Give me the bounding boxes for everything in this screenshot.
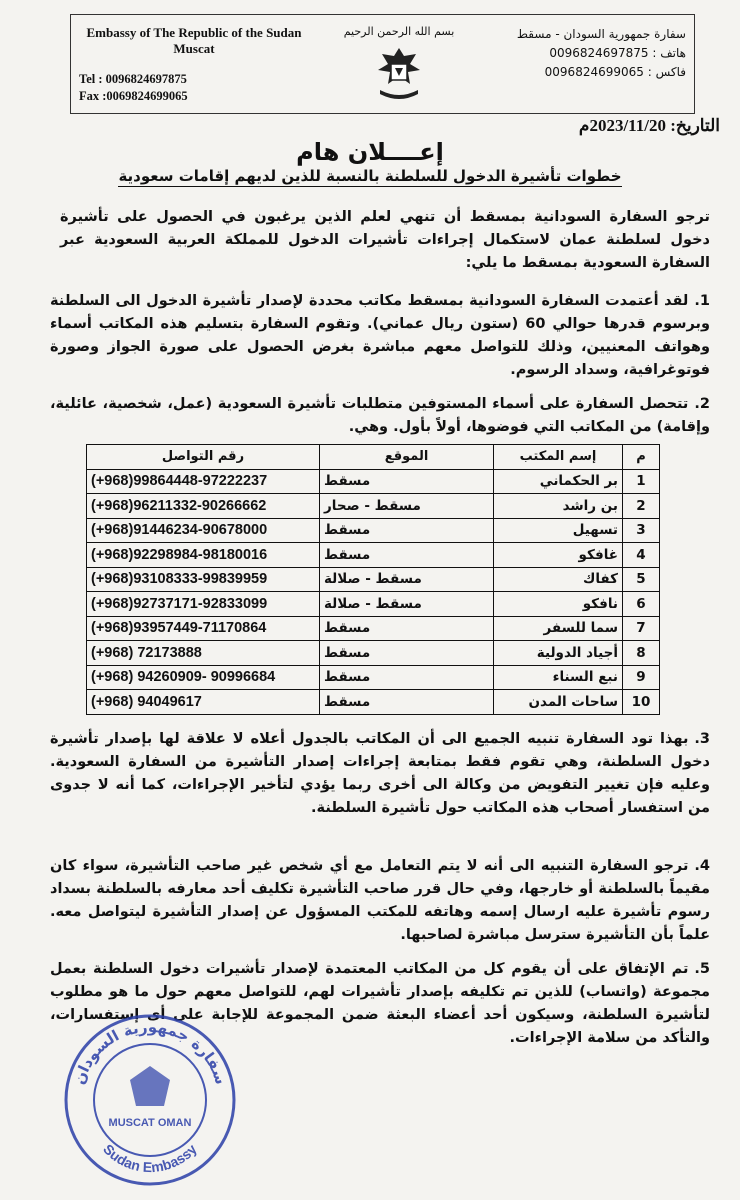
tel-en: Tel : 0096824697875 — [79, 72, 187, 86]
paragraph-3: 3.بهذا تود السفارة تنبيه الجميع الى أن المكاتب بالجدول أعلاه لا علاقة لها بإصدار تأشيرة دخول السلطنة، وهي تقوم فقط بمتابعة إجراءات إصدار التأشيرة من السفارة السعودية. وعليه فإن تغيير التفويض من وكالة الى أخرى ربما يؤدي لتأخير الإجراءات، كما أنه لا جدوى من استفسار أصحاب هذه المكاتب حول تأشيرة السلطنة. — [50, 731, 710, 816]
office-phone: (+968)91446234-90678000 — [87, 518, 320, 543]
office-name: تسهيل — [494, 518, 623, 543]
svg-text:سفارة جمهورية السودان: سفارة جمهورية السودان — [69, 1017, 231, 1087]
paragraph-1: 1.لقد أعتمدت السفارة السودانية بمسقط مكاتب محددة لإصدار تأشيرة الدخول الى السلطنة وبرسوم قدرها حوالي 60 (ستون ريال عماني). وتقوم السفارة بتسليم هذه المكاتب أسماء وهواتف المعنيين، وذلك للتواصل معهم مباشرة بغرض الحصول على صورة الجواز وصورة فوتوغرافية، وسداد الرسوم. — [50, 293, 710, 378]
office-phone: (+968) 94049617 — [87, 690, 320, 715]
svg-text:MUSCAT OMAN: MUSCAT OMAN — [108, 1117, 192, 1129]
row-number: 1 — [623, 469, 660, 494]
row-number: 8 — [623, 641, 660, 666]
sudan-emblem-icon — [374, 44, 424, 102]
office-name: ساحات المدن — [494, 690, 623, 715]
office-phone: (+968) 72173888 — [87, 641, 320, 666]
office-location: مسقط — [320, 543, 494, 568]
office-phone: (+968)96211332-90266662 — [87, 494, 320, 519]
letterhead-english — [79, 25, 309, 105]
row-number: 9 — [623, 665, 660, 690]
table-row — [87, 469, 660, 494]
office-phone: (+968)93957449-71170864 — [87, 616, 320, 641]
office-phone: (+968)92298984-98180016 — [87, 543, 320, 568]
letterhead-center — [339, 25, 459, 106]
row-number: 5 — [623, 567, 660, 592]
office-name: بن راشد — [494, 494, 623, 519]
header-no: م — [623, 445, 660, 470]
office-name: أجياد الدولية — [494, 641, 623, 666]
office-location: مسقط — [320, 518, 494, 543]
embassy-name-en: Embassy of The Republic of the Sudan Muscat — [86, 25, 302, 56]
document-date: التاريخ: 2023/11/20م — [578, 116, 720, 135]
table-header-row — [87, 445, 660, 470]
office-location: مسقط — [320, 641, 494, 666]
table-row — [87, 518, 660, 543]
embassy-name-ar: سفارة جمهورية السودان - مسقط — [516, 27, 686, 41]
table-row — [87, 690, 660, 715]
row-number: 6 — [623, 592, 660, 617]
table-row — [87, 494, 660, 519]
paragraph-4: 4.ترجو السفارة التنبيه الى أنه لا يتم التعامل مع أي شخص غير صاحب التأشيرة، سواء كان مقيماً بالسلطنة أو خارجها، وفي حال قرر صاحب التأشيرة تكليف أحد معارفه بالسلطنة بسداد رسوم تأشيرة عليه ارسال إسمه وهاتفه للمكتب المسؤول عن إصدار التأشيرة ليتواصل معه. علماً بأن التأشيرة سترسل مباشرة لصاحبها. — [50, 858, 710, 943]
announcement-subtitle: خطوات تأشيرة الدخول للسلطنة بالنسبة للذين لديهم إقامات سعودية — [118, 167, 622, 185]
contact-en — [79, 71, 309, 105]
row-number: 7 — [623, 616, 660, 641]
office-location: مسقط - صلالة — [320, 567, 494, 592]
table-row — [87, 616, 660, 641]
office-location: مسقط - صحار — [320, 494, 494, 519]
letterhead-arabic — [466, 25, 686, 82]
office-name: بر الحكماني — [494, 469, 623, 494]
row-number: 3 — [623, 518, 660, 543]
table-row — [87, 665, 660, 690]
office-name: نبع السناء — [494, 665, 623, 690]
row-number: 10 — [623, 690, 660, 715]
table-row — [87, 592, 660, 617]
office-name: نافكو — [494, 592, 623, 617]
table-row — [87, 543, 660, 568]
header-office-name: إسم المكتب — [494, 445, 623, 470]
office-phone: (+968)93108333-99839959 — [87, 567, 320, 592]
fax-en: Fax :0069824699065 — [79, 89, 188, 103]
embassy-stamp-icon — [60, 1010, 240, 1190]
basmala: بسم الله الرحمن الرحيم — [343, 25, 455, 38]
office-location: مسقط — [320, 469, 494, 494]
office-location: مسقط — [320, 665, 494, 690]
table-row — [87, 641, 660, 666]
svg-text:Sudan Embassy: Sudan Embassy — [100, 1140, 200, 1176]
announcement-title: إعــــلان هام — [296, 138, 444, 166]
paragraph-5: 5.تم الإتفاق على أن يقوم كل من المكاتب المعتمدة لإصدار تأشيرات دخول السلطنة بعمل مجموعة (واتساب) للذين تم تكليفه بإصدار تأشيرات لهم، للتواصل معهم حول ما هو مطلوب لتأشيرة السلطنة، وسيكون أحد أعضاء البعثة ضمن المجموعة للإجابة على أى إستفسارات، والتأكد من سلامة الإجراءات. — [50, 961, 710, 1046]
header-phone: رقم التواصل — [87, 445, 320, 470]
office-phone: (+968)99864448-97222237 — [87, 469, 320, 494]
header-location: الموقع — [320, 445, 494, 470]
office-name: كفاك — [494, 567, 623, 592]
row-number: 2 — [623, 494, 660, 519]
paragraph-2: 2.تتحصل السفارة على أسماء المستوفين متطلبات تأشيرة السعودية (عمل، شخصية، عائلية، وإقامة) من المكاتب التي فوضوها، أولاً بأول. وهي. — [50, 396, 710, 435]
office-name: غافكو — [494, 543, 623, 568]
offices-table — [86, 444, 660, 715]
intro-paragraph: ترجو السفارة السودانية بمسقط أن تنهي لعلم الذين يرغبون في الحصول على تأشيرة دخول لسلطنة عمان لاستكمال إجراءات تأشيرات الدخول للمملكة العربية السعودية عبر السفارة السعودية بمسقط ما يلي: — [60, 209, 710, 271]
office-location: مسقط — [320, 616, 494, 641]
row-number: 4 — [623, 543, 660, 568]
letterhead — [70, 14, 695, 114]
fax-ar: فاكس : 0096824699065 — [544, 65, 686, 79]
office-name: سما للسفر — [494, 616, 623, 641]
office-phone: (+968) 94260909- 90996684 — [87, 665, 320, 690]
office-location: مسقط - صلالة — [320, 592, 494, 617]
table-row — [87, 567, 660, 592]
office-location: مسقط — [320, 690, 494, 715]
phone-ar: هاتف : 0096824697875 — [549, 46, 686, 60]
office-phone: (+968)92737171-92833099 — [87, 592, 320, 617]
